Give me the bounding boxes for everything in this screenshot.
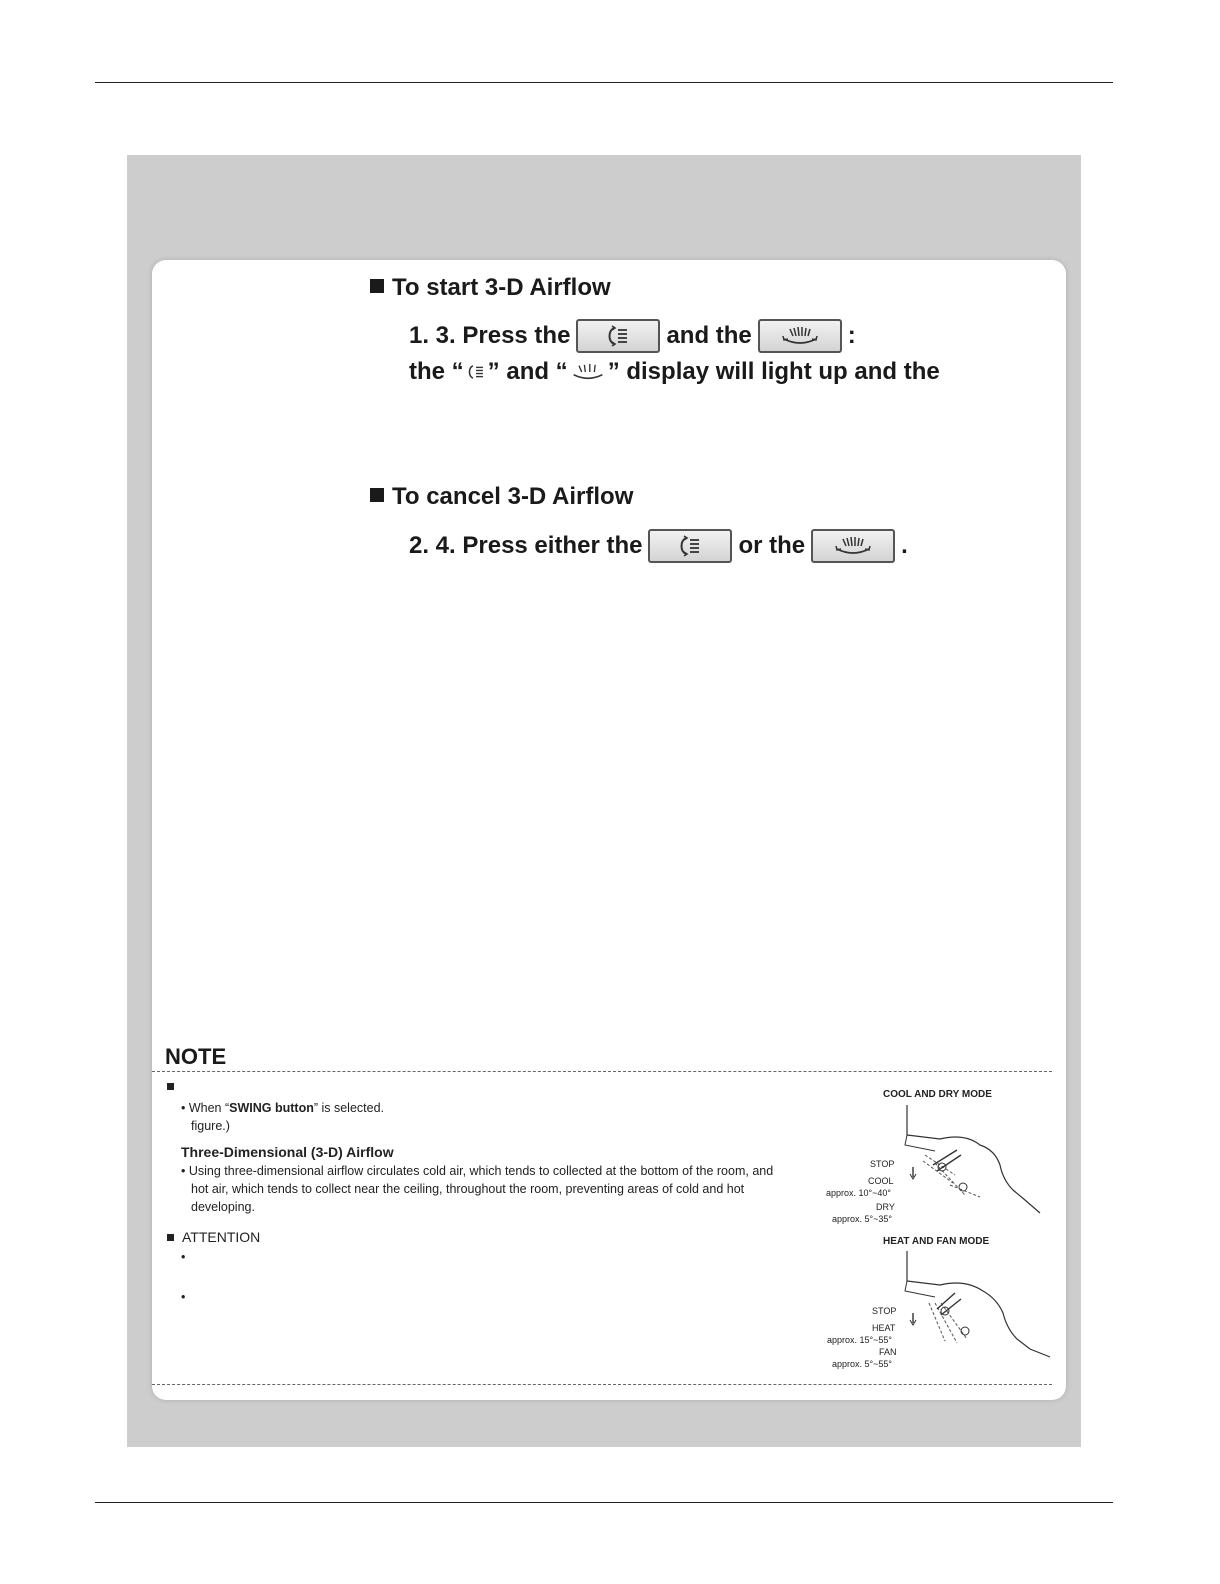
cancel-heading-text: To cancel 3-D Airflow (392, 483, 634, 510)
start-step-prefix: 1. 3. Press the (409, 322, 571, 349)
airflow-line2: hot air, which tends to collect near the ceiling, throughout the room, preventing areas of cold and hot (191, 1182, 745, 1196)
start-step (409, 319, 856, 353)
dry-range-label: approx. 5°~35° (832, 1214, 892, 1224)
vertical-swing-icon (677, 535, 703, 557)
note-bullet-square (167, 1080, 182, 1094)
attention-heading: ATTENTION (167, 1229, 260, 1245)
fan-range-label: approx. 5°~55° (832, 1359, 892, 1369)
heat-range-label: approx. 15°~55° (827, 1335, 892, 1345)
cancel-step (409, 529, 908, 563)
cool-stop-label: STOP (870, 1159, 895, 1169)
airflow-line3: developing. (191, 1200, 255, 1214)
note-divider-bottom (152, 1384, 1052, 1385)
cancel-step-prefix: 2. 4. Press either the (409, 532, 643, 559)
vertical-swing-button[interactable] (648, 529, 732, 563)
note-divider-top (152, 1071, 1052, 1072)
horizontal-swing-icon (570, 362, 606, 382)
content-card (152, 260, 1066, 1400)
swing-note: • When “SWING button” is selected. (181, 1101, 385, 1115)
display-text-before: the “ (409, 358, 464, 385)
vertical-swing-button[interactable] (576, 319, 660, 353)
vertical-swing-icon (466, 362, 486, 382)
display-text-mid: ” and “ (487, 358, 568, 385)
vertical-swing-icon (605, 325, 631, 347)
top-rule (95, 82, 1113, 83)
cool-dry-title: COOL AND DRY MODE (883, 1089, 992, 1100)
heading-bullet (370, 488, 384, 502)
dry-label: DRY (876, 1202, 895, 1212)
cool-label: COOL (868, 1176, 894, 1186)
fan-label: FAN (879, 1347, 897, 1357)
cool-dry-diagram (895, 1105, 1045, 1217)
cancel-heading (370, 483, 633, 511)
airflow-line1: • Using three-dimensional airflow circulates cold air, which tends to collected at the bottom of the room, and (181, 1164, 774, 1178)
cancel-step-or: or the (738, 532, 806, 559)
start-heading-text: To start 3-D Airflow (392, 274, 611, 301)
start-display-line (409, 358, 940, 386)
start-heading (370, 274, 611, 302)
heat-fan-title: HEAT AND FAN MODE (883, 1236, 990, 1247)
horizontal-swing-icon (833, 535, 873, 557)
horizontal-swing-button[interactable] (758, 319, 842, 353)
heat-label: HEAT (872, 1323, 896, 1333)
heading-bullet (370, 279, 384, 293)
heat-fan-diagram (895, 1251, 1055, 1363)
airflow-heading: Three-Dimensional (3-D) Airflow (181, 1144, 394, 1160)
cool-range-label: approx. 10°~40° (826, 1188, 891, 1198)
horizontal-swing-icon (780, 325, 820, 347)
swing-note-line2: figure.) (191, 1119, 230, 1133)
bottom-rule (95, 1502, 1113, 1503)
start-step-colon: : (847, 322, 856, 349)
horizontal-swing-button[interactable] (811, 529, 895, 563)
attention-bullet-2: • (181, 1290, 186, 1304)
attention-bullet-1: • (181, 1250, 186, 1264)
display-text-after: ” display will light up and the (607, 358, 940, 385)
cancel-step-period: . (901, 532, 908, 559)
note-title: NOTE (165, 1044, 227, 1069)
heat-stop-label: STOP (872, 1306, 897, 1316)
start-step-and: and the (666, 322, 752, 349)
